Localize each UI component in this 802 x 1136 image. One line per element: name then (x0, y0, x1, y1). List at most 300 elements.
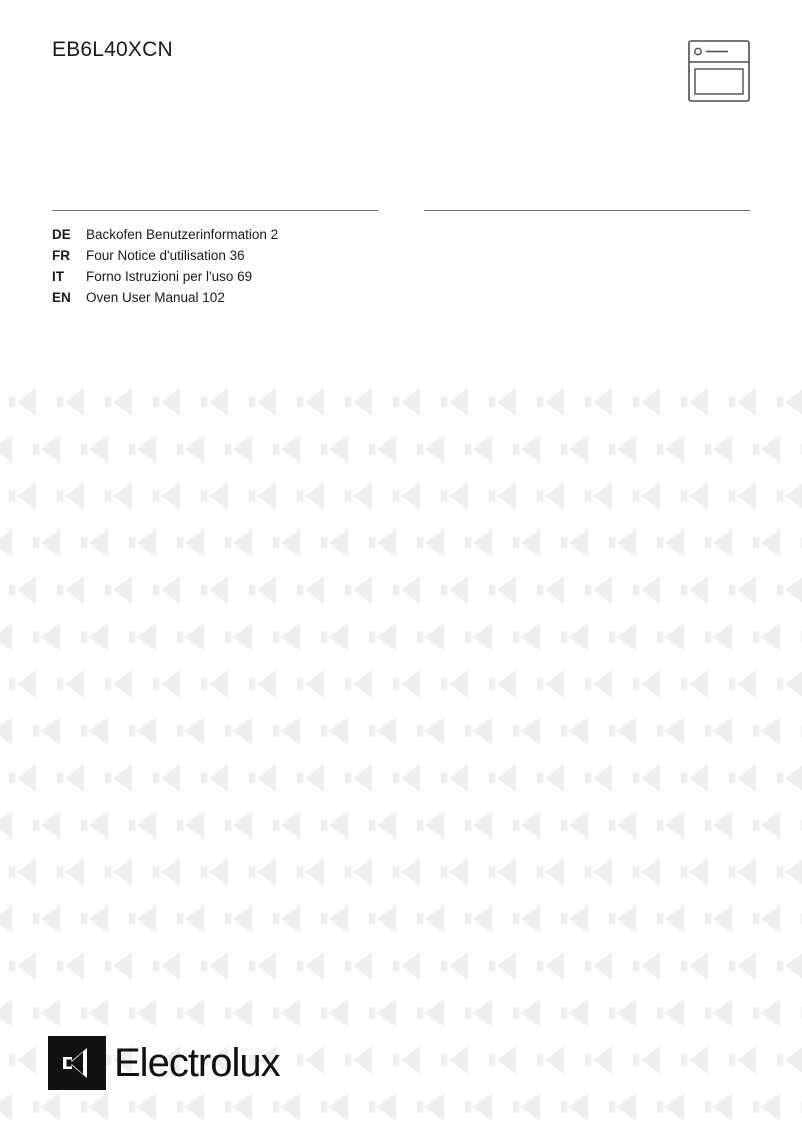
electrolux-pattern-glyph (144, 378, 192, 425)
electrolux-pattern-glyph (456, 519, 504, 566)
pattern-row (0, 989, 802, 1036)
electrolux-pattern-glyph (120, 519, 168, 566)
pattern-row (0, 848, 802, 895)
electrolux-pattern-glyph (216, 801, 264, 848)
electrolux-pattern-glyph (504, 425, 552, 472)
electrolux-pattern-glyph (24, 707, 72, 754)
electrolux-pattern-glyph (288, 378, 336, 425)
electrolux-pattern-glyph (72, 613, 120, 660)
electrolux-pattern-glyph (480, 942, 528, 989)
electrolux-pattern-glyph (648, 707, 696, 754)
electrolux-pattern-glyph (192, 660, 240, 707)
electrolux-pattern-glyph (48, 472, 96, 519)
electrolux-pattern-glyph (432, 848, 480, 895)
electrolux-pattern-glyph (384, 660, 432, 707)
oven-icon (688, 40, 750, 102)
electrolux-pattern-glyph (144, 942, 192, 989)
electrolux-pattern-glyph (120, 801, 168, 848)
electrolux-pattern-glyph (312, 895, 360, 942)
electrolux-pattern-glyph (648, 613, 696, 660)
electrolux-pattern-glyph (120, 425, 168, 472)
electrolux-pattern-glyph (624, 472, 672, 519)
electrolux-pattern-glyph (336, 942, 384, 989)
electrolux-pattern-glyph (24, 989, 72, 1036)
electrolux-pattern-glyph (408, 989, 456, 1036)
electrolux-pattern-glyph (408, 801, 456, 848)
electrolux-pattern-glyph (144, 472, 192, 519)
electrolux-pattern-glyph (480, 472, 528, 519)
pattern-row (0, 566, 802, 613)
electrolux-pattern-glyph (768, 754, 802, 801)
electrolux-pattern-glyph (144, 566, 192, 613)
electrolux-pattern-glyph (384, 472, 432, 519)
electrolux-pattern-glyph (456, 707, 504, 754)
electrolux-pattern-glyph (312, 801, 360, 848)
electrolux-pattern-glyph (216, 895, 264, 942)
electrolux-pattern-glyph (720, 754, 768, 801)
electrolux-pattern-glyph (792, 989, 802, 1036)
list-item (52, 266, 378, 287)
electrolux-pattern-glyph (0, 660, 48, 707)
electrolux-pattern-glyph (432, 566, 480, 613)
electrolux-pattern-glyph (624, 378, 672, 425)
header-rule-right (424, 210, 750, 211)
electrolux-pattern-glyph (528, 942, 576, 989)
electrolux-pattern-glyph (600, 425, 648, 472)
electrolux-pattern-glyph (192, 566, 240, 613)
electrolux-pattern-glyph (216, 707, 264, 754)
electrolux-pattern-glyph (672, 754, 720, 801)
pattern-row (0, 707, 802, 754)
electrolux-pattern-glyph (0, 707, 24, 754)
electrolux-pattern-glyph (24, 801, 72, 848)
electrolux-pattern-glyph (264, 989, 312, 1036)
language-entry: Backofen Benutzerinformation 2 (86, 227, 279, 242)
electrolux-pattern-glyph (24, 895, 72, 942)
pattern-row (0, 378, 802, 425)
electrolux-pattern-glyph (432, 754, 480, 801)
electrolux-pattern-glyph (624, 848, 672, 895)
electrolux-pattern-glyph (72, 519, 120, 566)
electrolux-pattern-glyph (720, 472, 768, 519)
electrolux-pattern-glyph (384, 1036, 432, 1083)
electrolux-pattern-glyph (312, 1083, 360, 1130)
electrolux-pattern-glyph (552, 613, 600, 660)
electrolux-pattern-glyph (0, 895, 24, 942)
electrolux-pattern-glyph (144, 848, 192, 895)
electrolux-pattern-glyph (0, 942, 48, 989)
electrolux-pattern-glyph (792, 707, 802, 754)
electrolux-pattern-glyph (0, 378, 48, 425)
electrolux-pattern-glyph (0, 566, 48, 613)
electrolux-pattern-glyph (744, 519, 792, 566)
electrolux-pattern-glyph (48, 378, 96, 425)
electrolux-pattern-glyph (72, 895, 120, 942)
electrolux-pattern-glyph (768, 472, 802, 519)
electrolux-pattern-glyph (312, 519, 360, 566)
electrolux-pattern-glyph (192, 378, 240, 425)
electrolux-pattern-glyph (696, 989, 744, 1036)
electrolux-pattern-glyph (24, 425, 72, 472)
electrolux-pattern-glyph (456, 989, 504, 1036)
electrolux-pattern-glyph (96, 848, 144, 895)
pattern-row (0, 519, 802, 566)
electrolux-pattern-glyph (576, 566, 624, 613)
electrolux-pattern-glyph (0, 801, 24, 848)
pattern-row (0, 801, 802, 848)
electrolux-pattern-glyph (336, 1036, 384, 1083)
electrolux-pattern-glyph (168, 613, 216, 660)
electrolux-pattern-glyph (432, 378, 480, 425)
page-title: EB6L40XCN (52, 38, 173, 61)
electrolux-pattern-glyph (288, 660, 336, 707)
electrolux-pattern-glyph (672, 566, 720, 613)
electrolux-pattern-glyph (456, 425, 504, 472)
electrolux-pattern-glyph (792, 425, 802, 472)
electrolux-pattern-glyph (624, 566, 672, 613)
electrolux-pattern-glyph (528, 472, 576, 519)
electrolux-pattern-glyph (504, 989, 552, 1036)
electrolux-pattern-glyph (336, 754, 384, 801)
electrolux-pattern-glyph (144, 660, 192, 707)
electrolux-pattern-glyph (768, 1036, 802, 1083)
electrolux-pattern-glyph (600, 1083, 648, 1130)
electrolux-pattern-glyph (744, 989, 792, 1036)
list-item (52, 224, 378, 245)
electrolux-pattern-glyph (48, 848, 96, 895)
electrolux-pattern-glyph (768, 848, 802, 895)
electrolux-pattern-glyph (480, 566, 528, 613)
electrolux-pattern-glyph (552, 1083, 600, 1130)
electrolux-pattern-glyph (336, 848, 384, 895)
electrolux-pattern-glyph (96, 378, 144, 425)
electrolux-pattern-glyph (456, 895, 504, 942)
language-entry: Oven User Manual 102 (86, 290, 225, 305)
electrolux-pattern-glyph (48, 754, 96, 801)
electrolux-pattern-glyph (240, 660, 288, 707)
electrolux-pattern-glyph (240, 942, 288, 989)
electrolux-pattern-glyph (672, 1036, 720, 1083)
electrolux-pattern-glyph (552, 801, 600, 848)
electrolux-pattern-glyph (288, 566, 336, 613)
electrolux-pattern-glyph (240, 848, 288, 895)
language-index (52, 210, 378, 308)
electrolux-pattern-glyph (360, 1083, 408, 1130)
electrolux-pattern-glyph (72, 707, 120, 754)
electrolux-pattern-glyph (360, 425, 408, 472)
electrolux-pattern-glyph (192, 848, 240, 895)
electrolux-pattern-glyph (432, 660, 480, 707)
electrolux-pattern-glyph (504, 613, 552, 660)
electrolux-pattern-glyph (312, 425, 360, 472)
background-pattern (0, 378, 802, 1136)
electrolux-pattern-glyph (648, 801, 696, 848)
electrolux-pattern-glyph (168, 425, 216, 472)
electrolux-pattern-glyph (168, 989, 216, 1036)
electrolux-pattern-glyph (744, 613, 792, 660)
electrolux-pattern-glyph (408, 425, 456, 472)
brand-name: Electrolux (114, 1040, 280, 1085)
electrolux-pattern-glyph (168, 707, 216, 754)
electrolux-pattern-glyph (792, 1083, 802, 1130)
electrolux-pattern-glyph (288, 472, 336, 519)
electrolux-pattern-glyph (624, 1036, 672, 1083)
pattern-row (0, 895, 802, 942)
electrolux-pattern-glyph (360, 801, 408, 848)
electrolux-pattern-glyph (480, 754, 528, 801)
electrolux-pattern-glyph (360, 613, 408, 660)
electrolux-pattern-glyph (0, 613, 24, 660)
electrolux-pattern-glyph (600, 519, 648, 566)
electrolux-logo-icon (48, 1036, 106, 1090)
electrolux-pattern-glyph (552, 707, 600, 754)
electrolux-pattern-glyph (0, 472, 48, 519)
electrolux-pattern-glyph (768, 566, 802, 613)
electrolux-pattern-glyph (0, 425, 24, 472)
pattern-row (0, 425, 802, 472)
electrolux-pattern-glyph (168, 895, 216, 942)
electrolux-pattern-glyph (744, 425, 792, 472)
electrolux-pattern-glyph (504, 1083, 552, 1130)
electrolux-pattern-glyph (384, 754, 432, 801)
electrolux-pattern-glyph (240, 378, 288, 425)
electrolux-pattern-glyph (0, 519, 24, 566)
electrolux-pattern-glyph (552, 989, 600, 1036)
electrolux-pattern-glyph (72, 425, 120, 472)
electrolux-pattern-glyph (336, 378, 384, 425)
electrolux-pattern-glyph (624, 660, 672, 707)
electrolux-pattern-glyph (288, 942, 336, 989)
electrolux-pattern-glyph (264, 1083, 312, 1130)
electrolux-pattern-glyph (96, 942, 144, 989)
electrolux-pattern-glyph (168, 519, 216, 566)
electrolux-pattern-glyph (72, 801, 120, 848)
list-item (52, 245, 378, 266)
electrolux-pattern-glyph (528, 754, 576, 801)
electrolux-pattern-glyph (336, 660, 384, 707)
electrolux-pattern-glyph (600, 895, 648, 942)
electrolux-pattern-glyph (600, 801, 648, 848)
electrolux-pattern-glyph (96, 472, 144, 519)
electrolux-pattern-glyph (576, 942, 624, 989)
pattern-row (0, 472, 802, 519)
electrolux-pattern-glyph (768, 378, 802, 425)
electrolux-pattern-glyph (648, 895, 696, 942)
electrolux-pattern-glyph (696, 895, 744, 942)
electrolux-pattern-glyph (384, 378, 432, 425)
electrolux-pattern-glyph (0, 1036, 48, 1083)
language-entry: Forno Istruzioni per l'uso 69 (86, 269, 253, 284)
electrolux-pattern-glyph (792, 801, 802, 848)
electrolux-logo (48, 1036, 280, 1090)
pattern-row (0, 1083, 802, 1130)
language-entry: Four Notice d'utilisation 36 (86, 248, 245, 263)
electrolux-pattern-glyph (360, 895, 408, 942)
electrolux-pattern-glyph (576, 1036, 624, 1083)
electrolux-pattern-glyph (96, 660, 144, 707)
electrolux-pattern-glyph (456, 1083, 504, 1130)
electrolux-pattern-glyph (264, 707, 312, 754)
electrolux-pattern-glyph (24, 1083, 72, 1130)
electrolux-pattern-glyph (528, 660, 576, 707)
electrolux-pattern-glyph (768, 942, 802, 989)
electrolux-pattern-glyph (360, 707, 408, 754)
electrolux-pattern-glyph (792, 519, 802, 566)
electrolux-pattern-glyph (528, 848, 576, 895)
electrolux-pattern-glyph (264, 519, 312, 566)
electrolux-pattern-glyph (624, 942, 672, 989)
electrolux-pattern-glyph (240, 566, 288, 613)
electrolux-pattern-glyph (24, 613, 72, 660)
electrolux-pattern-glyph (144, 754, 192, 801)
electrolux-pattern-glyph (720, 566, 768, 613)
electrolux-pattern-glyph (264, 613, 312, 660)
pattern-row (0, 660, 802, 707)
electrolux-pattern-glyph (432, 942, 480, 989)
electrolux-pattern-glyph (216, 425, 264, 472)
header-rule-left (52, 210, 378, 211)
language-code: DE (52, 227, 71, 242)
electrolux-pattern-glyph (552, 519, 600, 566)
language-code: EN (52, 290, 71, 305)
electrolux-pattern-glyph (192, 942, 240, 989)
electrolux-pattern-glyph (456, 801, 504, 848)
electrolux-pattern-glyph (336, 566, 384, 613)
electrolux-pattern-glyph (744, 707, 792, 754)
electrolux-pattern-glyph (360, 989, 408, 1036)
electrolux-pattern-glyph (672, 848, 720, 895)
electrolux-pattern-glyph (720, 1036, 768, 1083)
electrolux-pattern-glyph (264, 801, 312, 848)
electrolux-pattern-glyph (720, 848, 768, 895)
electrolux-pattern-glyph (336, 472, 384, 519)
electrolux-pattern-glyph (360, 519, 408, 566)
electrolux-pattern-glyph (504, 707, 552, 754)
electrolux-pattern-glyph (0, 989, 24, 1036)
electrolux-pattern-glyph (120, 707, 168, 754)
electrolux-pattern-glyph (408, 613, 456, 660)
electrolux-pattern-glyph (744, 801, 792, 848)
electrolux-pattern-glyph (576, 754, 624, 801)
electrolux-pattern-glyph (216, 989, 264, 1036)
electrolux-pattern-glyph (192, 754, 240, 801)
electrolux-pattern-glyph (312, 707, 360, 754)
pattern-row (0, 942, 802, 989)
electrolux-pattern-glyph (168, 801, 216, 848)
electrolux-pattern-glyph (696, 1083, 744, 1130)
electrolux-pattern-glyph (168, 1083, 216, 1130)
electrolux-pattern-glyph (264, 895, 312, 942)
electrolux-pattern-glyph (600, 613, 648, 660)
electrolux-pattern-glyph (648, 425, 696, 472)
electrolux-pattern-glyph (552, 425, 600, 472)
electrolux-pattern-glyph (408, 519, 456, 566)
electrolux-pattern-glyph (576, 660, 624, 707)
electrolux-pattern-glyph (792, 613, 802, 660)
electrolux-pattern-glyph (576, 472, 624, 519)
electrolux-pattern-glyph (72, 989, 120, 1036)
electrolux-pattern-glyph (264, 425, 312, 472)
electrolux-pattern-glyph (576, 378, 624, 425)
electrolux-pattern-glyph (0, 754, 48, 801)
electrolux-pattern-glyph (768, 660, 802, 707)
electrolux-pattern-glyph (648, 989, 696, 1036)
electrolux-pattern-glyph (312, 989, 360, 1036)
electrolux-pattern-glyph (0, 848, 48, 895)
electrolux-pattern-glyph (120, 613, 168, 660)
electrolux-pattern-glyph (720, 942, 768, 989)
electrolux-pattern-glyph (480, 660, 528, 707)
electrolux-pattern-glyph (624, 754, 672, 801)
electrolux-pattern-glyph (456, 613, 504, 660)
electrolux-pattern-glyph (216, 519, 264, 566)
electrolux-pattern-glyph (288, 1036, 336, 1083)
language-code: FR (52, 248, 70, 263)
electrolux-pattern-glyph (384, 942, 432, 989)
electrolux-pattern-glyph (192, 472, 240, 519)
electrolux-pattern-glyph (720, 378, 768, 425)
electrolux-pattern-glyph (432, 1036, 480, 1083)
electrolux-pattern-glyph (240, 754, 288, 801)
electrolux-pattern-glyph (504, 519, 552, 566)
electrolux-pattern-glyph (48, 566, 96, 613)
electrolux-pattern-glyph (48, 660, 96, 707)
electrolux-pattern-glyph (96, 566, 144, 613)
electrolux-pattern-glyph (696, 425, 744, 472)
electrolux-pattern-glyph (672, 660, 720, 707)
electrolux-pattern-glyph (528, 1036, 576, 1083)
electrolux-pattern-glyph (120, 895, 168, 942)
electrolux-pattern-glyph (648, 519, 696, 566)
electrolux-pattern-glyph (576, 848, 624, 895)
electrolux-pattern-glyph (216, 1083, 264, 1130)
electrolux-pattern-glyph (0, 1083, 24, 1130)
electrolux-pattern-glyph (552, 895, 600, 942)
electrolux-pattern-glyph (48, 942, 96, 989)
electrolux-pattern-glyph (384, 566, 432, 613)
electrolux-pattern-glyph (672, 942, 720, 989)
electrolux-pattern-glyph (696, 519, 744, 566)
electrolux-pattern-glyph (24, 519, 72, 566)
electrolux-pattern-glyph (120, 1083, 168, 1130)
electrolux-pattern-glyph (672, 378, 720, 425)
electrolux-pattern-glyph (504, 895, 552, 942)
electrolux-pattern-glyph (288, 848, 336, 895)
electrolux-pattern-glyph (648, 1083, 696, 1130)
electrolux-pattern-glyph (672, 472, 720, 519)
electrolux-pattern-glyph (432, 472, 480, 519)
electrolux-pattern-glyph (480, 848, 528, 895)
electrolux-pattern-glyph (600, 707, 648, 754)
electrolux-pattern-glyph (480, 378, 528, 425)
electrolux-pattern-glyph (120, 989, 168, 1036)
list-item (52, 287, 378, 308)
electrolux-pattern-glyph (528, 378, 576, 425)
electrolux-pattern-glyph (696, 613, 744, 660)
electrolux-pattern-glyph (408, 707, 456, 754)
electrolux-pattern-glyph (528, 566, 576, 613)
electrolux-pattern-glyph (480, 1036, 528, 1083)
electrolux-pattern-glyph (240, 472, 288, 519)
electrolux-pattern-glyph (744, 895, 792, 942)
electrolux-pattern-glyph (696, 707, 744, 754)
electrolux-pattern-glyph (720, 660, 768, 707)
electrolux-pattern-glyph (216, 613, 264, 660)
language-list (52, 224, 378, 308)
pattern-row (0, 613, 802, 660)
electrolux-pattern-glyph (384, 848, 432, 895)
electrolux-pattern-glyph (72, 1083, 120, 1130)
